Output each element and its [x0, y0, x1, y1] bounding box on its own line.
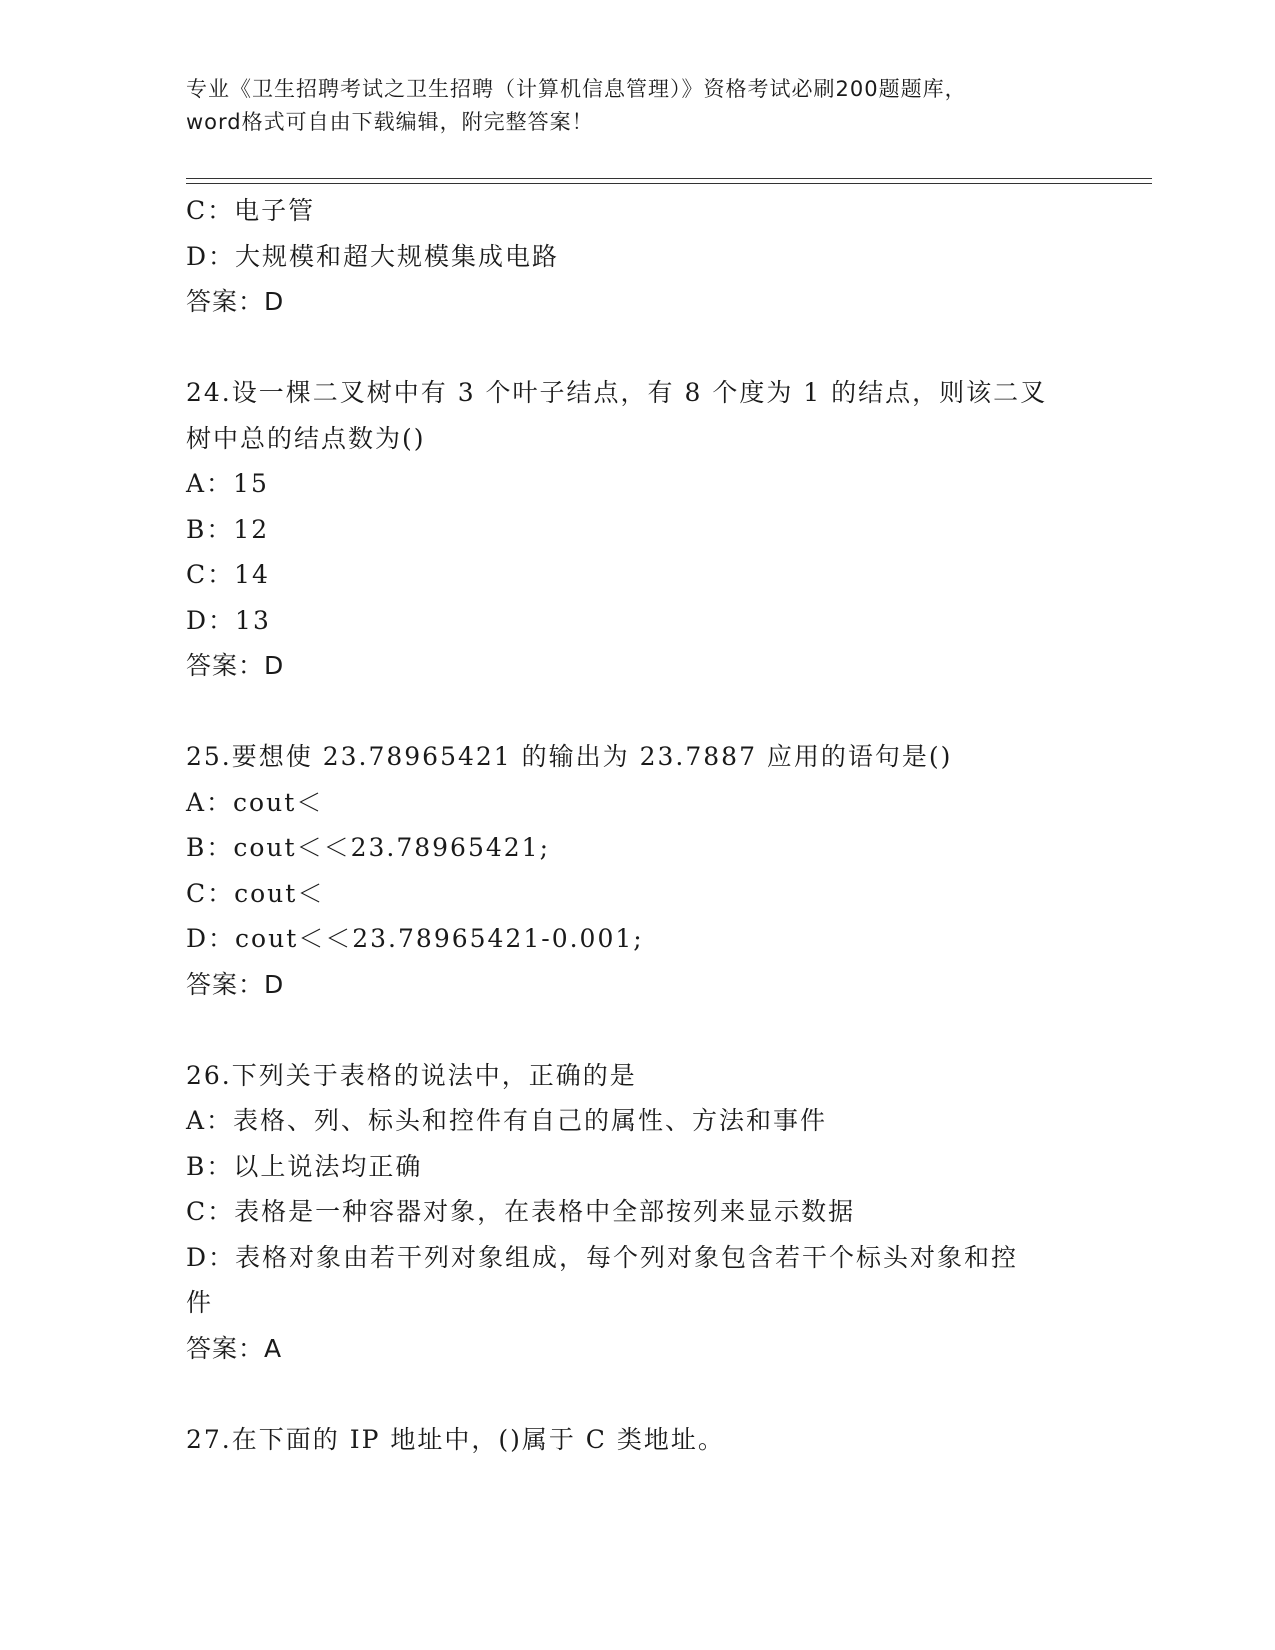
document-header [186, 73, 1066, 139]
spacer [186, 1007, 1066, 1053]
option-d: D：表格对象由若干列对象组成，每个列对象包含若干个标头对象和控 [186, 1242, 1019, 1272]
answer: 答案：D [186, 969, 285, 999]
answer: 答案：D [186, 651, 285, 680]
answer: 答案：D [186, 287, 285, 316]
question-26 [186, 1053, 1066, 1372]
option-d: D：13 [186, 605, 271, 635]
option-a: A：15 [186, 469, 269, 498]
option-b: B：cout＜＜23.78965421; [186, 833, 550, 862]
question-stem: 27.在下面的 IP 地址中，()属于 C 类地址。 [186, 1424, 725, 1454]
option-a: A：表格、列、标头和控件有自己的属性、方法和事件 [186, 1106, 828, 1135]
spacer [186, 325, 1066, 371]
question-stem: 25.要想使 23.78965421 的输出为 23.7887 应用的语句是() [186, 742, 953, 771]
question-stem: 26.下列关于表格的说法中，正确的是 [186, 1060, 637, 1090]
option-d-continued: 件 [186, 1288, 214, 1317]
answer: 答案：A [186, 1333, 283, 1363]
spacer [186, 689, 1066, 735]
header-line-1: 专业《卫生招聘考试之卫生招聘（计算机信息管理）》资格考试必刷200题题库， [186, 77, 967, 101]
previous-question [186, 188, 1066, 325]
question-stem: 24.设一棵二叉树中有 3 个叶子结点，有 8 个度为 1 的结点，则该二叉 [186, 378, 1048, 407]
header-line-2: word格式可自由下载编辑，附完整答案！ [186, 110, 594, 134]
option-c: C：表格是一种容器对象，在表格中全部按列来显示数据 [186, 1197, 856, 1226]
header-divider-top [186, 178, 1152, 179]
spacer [186, 1371, 1066, 1417]
header-divider-bottom [186, 183, 1152, 184]
option-c: C：14 [186, 560, 270, 589]
option-a: A：cout＜ [186, 787, 324, 817]
option-d: D：大规模和超大规模集成电路 [186, 241, 560, 271]
option-b: B：12 [186, 514, 270, 544]
question-24 [186, 370, 1066, 689]
question-25 [186, 734, 1066, 1007]
question-stem-continued: 树中总的结点数为() [186, 423, 426, 453]
option-c: C：电子管 [186, 196, 316, 225]
question-content [186, 188, 1066, 1462]
option-c: C：cout＜ [186, 878, 325, 908]
option-d: D：cout＜＜23.78965421-0.001; [186, 924, 644, 953]
option-b: B：以上说法均正确 [186, 1151, 423, 1181]
question-27 [186, 1417, 1066, 1463]
